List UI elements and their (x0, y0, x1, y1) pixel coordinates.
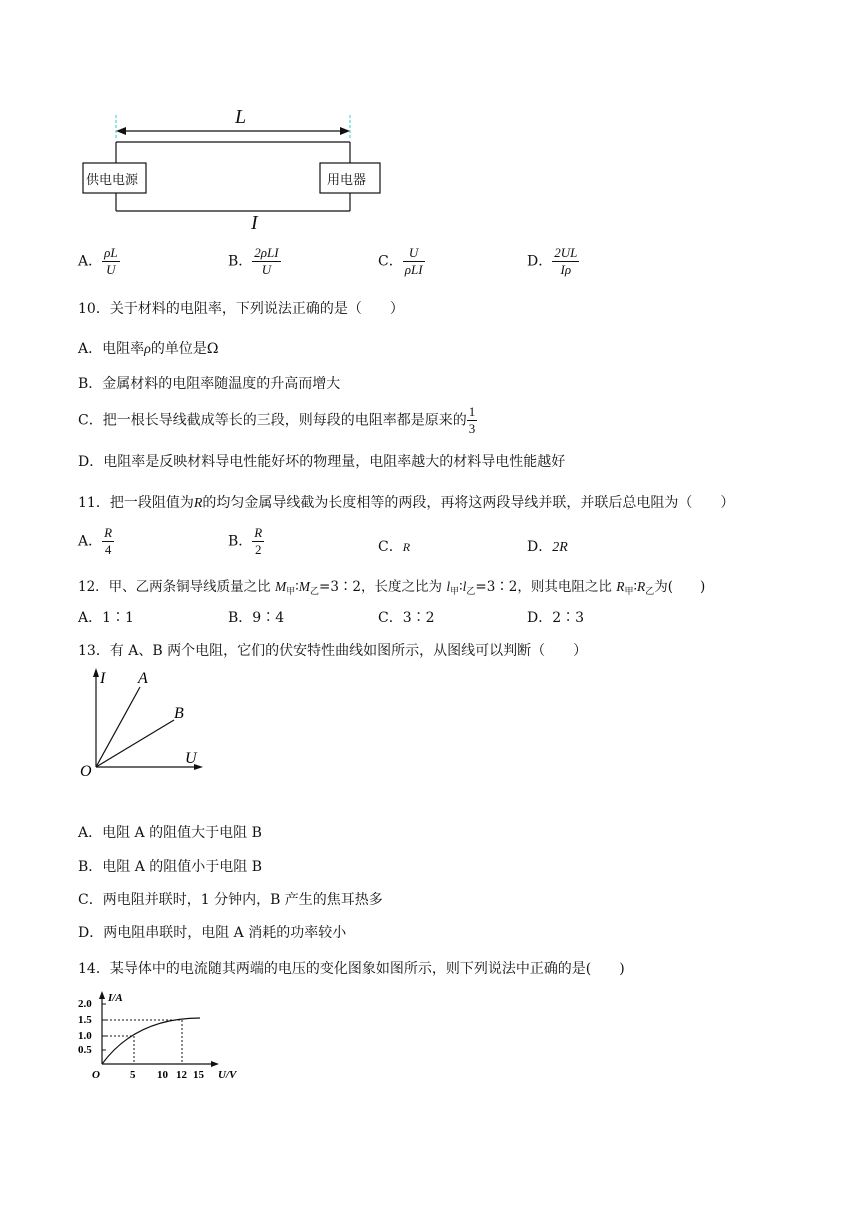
q12-option-c[interactable]: C．3∶2 (378, 610, 435, 626)
q9-option-c[interactable]: C． $\frac{U}{\text{ρLI}}$ (378, 245, 423, 277)
line-a-label: A (138, 670, 148, 687)
q10-option-c[interactable]: C．把一根长导线截成等长的三段，则每段的电阻率都是原来的 $\frac{1}{3}$ (78, 404, 476, 436)
x-axis-label: U (185, 750, 197, 767)
iv-curve (102, 1018, 200, 1064)
q10-option-d[interactable]: D．电阻率是反映材料导电性能好坏的物理量，电阻率越大的材料导电性能越好 (78, 454, 566, 470)
iv-graph-ab (78, 665, 218, 780)
q9-option-b[interactable]: B． $\frac{\text{2ρLI}}{U}$ (228, 245, 279, 277)
iv-graph-conductor (76, 988, 251, 1088)
q12-option-d[interactable]: D．2∶3 (527, 610, 585, 626)
y-axis-label: I/A (108, 992, 123, 1004)
power-source-box: 供电电源 (86, 173, 139, 188)
q11-option-c[interactable]: C．R (378, 539, 411, 555)
line-b-label: B (174, 705, 184, 722)
y-tick-0-5: 0.5 (78, 1044, 92, 1056)
q13-option-b[interactable]: B．电阻 A 的阻值小于电阻 B (78, 859, 263, 875)
q12-stem: 12．甲、乙两条铜导线质量之比 $M_甲∶M_乙=3∶2$，长度之比为 $l_甲∶l_乙=3∶2$，则其电阻之比 $R_甲∶R_乙$为( ) (78, 579, 706, 597)
q10-stem: 10．关于材料的电阻率，下列说法正确的是（ ） (78, 301, 404, 317)
q9-option-d[interactable]: D． $\frac{2UL}{I\rho}$ (527, 245, 578, 277)
origin-label: O (92, 1069, 100, 1081)
y-axis-label: I (100, 670, 106, 687)
x-axis-label: U/V (218, 1069, 237, 1081)
q13-option-a[interactable]: A．电阻 A 的阻值大于电阻 B (78, 825, 262, 841)
q13-option-d[interactable]: D．两电阻串联时，电阻 A 消耗的功率较小 (78, 925, 347, 941)
current-label: I (251, 212, 258, 234)
device-box: 用电器 (327, 173, 367, 188)
q13-option-c[interactable]: C．两电阻并联时，1 分钟内，B 产生的焦耳热多 (78, 892, 383, 908)
x-tick-5: 5 (130, 1069, 136, 1081)
q9-option-a[interactable]: A． $\frac{\rho L}{U}$ (78, 245, 118, 277)
q10-option-a[interactable]: A．电阻率ρ的单位是Ω (78, 341, 219, 357)
q12-option-b[interactable]: B．9∶4 (228, 610, 285, 626)
q11-stem: 11．把一段阻值为R的均匀金属导线截为长度相等的两段，再将这两段导线并联，并联后总电阻为（ ） (78, 495, 735, 511)
x-tick-10: 10 (157, 1069, 168, 1081)
q11-option-a[interactable]: A． $\frac{R}{4}$ (78, 525, 113, 557)
q10-option-b[interactable]: B．金属材料的电阻率随温度的升高而增大 (78, 376, 341, 392)
q11-option-d[interactable]: D．2R (527, 539, 568, 555)
length-label: L (235, 106, 247, 128)
y-tick-1-5: 1.5 (78, 1014, 92, 1026)
line-a (96, 687, 140, 767)
y-tick-2-0: 2.0 (78, 998, 92, 1010)
origin-label: O (80, 763, 92, 780)
line-b (96, 720, 174, 767)
q14-stem: 14．某导体中的电流随其两端的电压的变化图象如图所示，则下列说法中正确的是( ) (78, 961, 625, 977)
x-tick-15: 15 (193, 1069, 204, 1081)
q13-stem: 13．有 A、B 两个电阻，它们的伏安特性曲线如图所示，从图线可以判断（ ） (78, 643, 588, 659)
q11-option-b[interactable]: B． $\frac{R}{2}$ (228, 525, 263, 557)
x-tick-12: 12 (176, 1069, 187, 1081)
q12-option-a[interactable]: A．1∶1 (78, 610, 134, 626)
y-tick-1-0: 1.0 (78, 1030, 92, 1042)
